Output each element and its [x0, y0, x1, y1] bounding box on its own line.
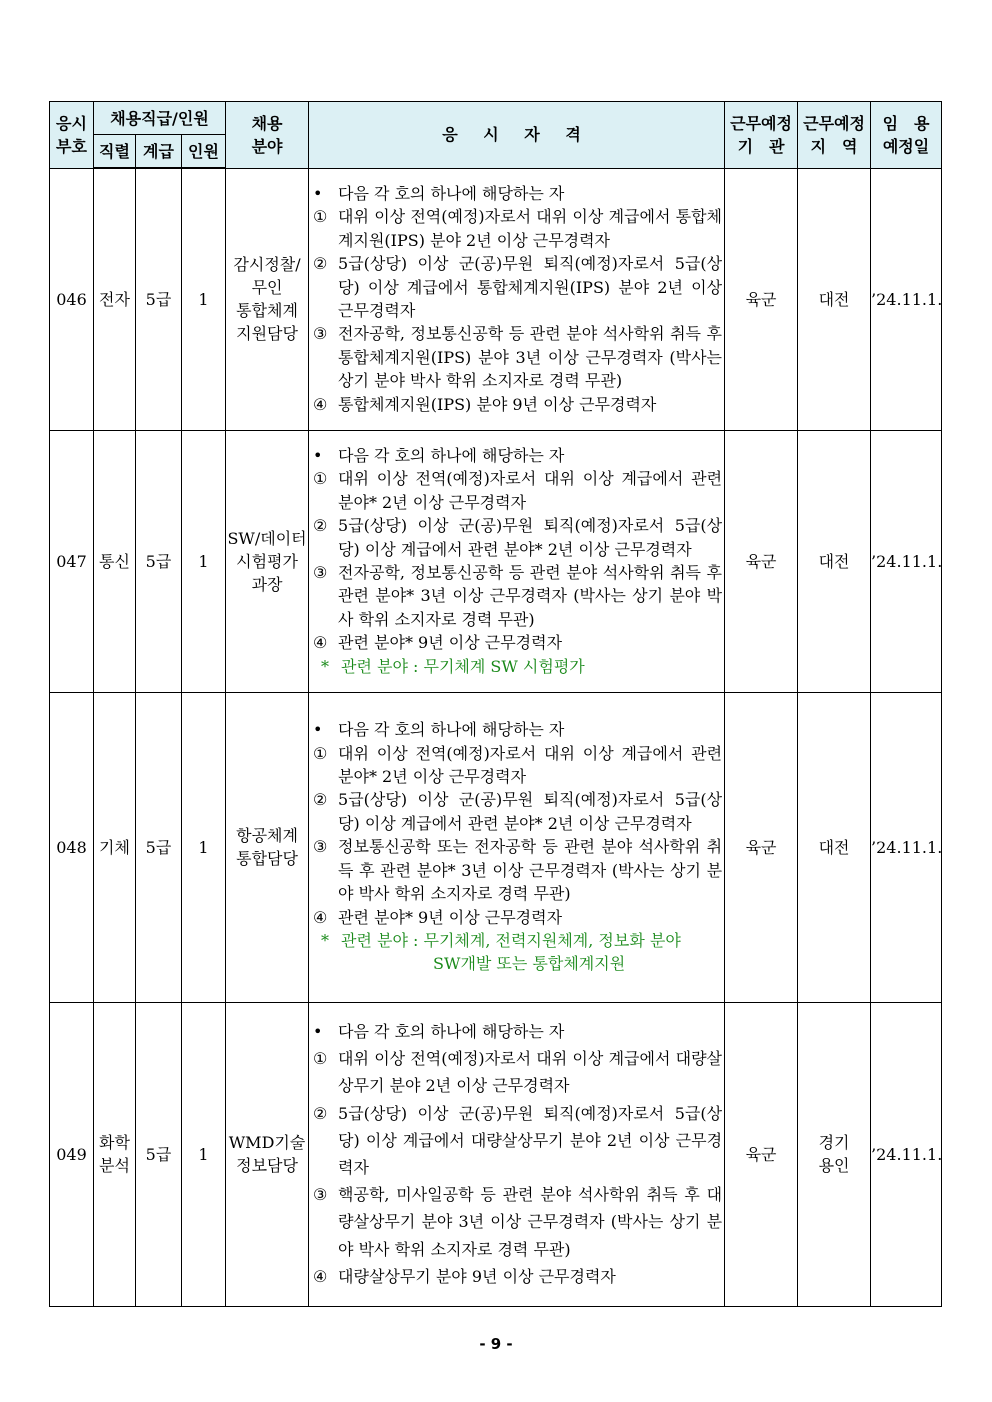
header-qualification: 응 시 자 격: [309, 102, 725, 169]
header-date: 임 용 예정일: [871, 102, 942, 169]
date: ’24.11.1.: [871, 1002, 942, 1306]
header-region: 근무예정 지 역: [798, 102, 871, 169]
qual-item: ① 대위 이상 전역(예정)자로서 대위 이상 계급에서 대량살상무기 분야 2년 이상 근무경력자: [313, 1049, 723, 1096]
qual-item: ④ 대량살상무기 분야 9년 이상 근무경력자: [313, 1266, 616, 1286]
exam-no: 046: [50, 168, 94, 430]
table-row: [50, 692, 942, 1002]
table-row: [50, 430, 942, 692]
qual-item: ③ 정보통신공학 또는 전자공학 등 관련 분야 석사학위 취득 후 관련 분야* 3년 이상 근무경력자 (박사는 상기 분야 박사 학위 소지자로 경력 무관): [313, 837, 723, 904]
qual-item: • 다음 각 호의 하나에 해당하는 자: [313, 1021, 565, 1041]
grade: 5급: [136, 168, 182, 430]
qual-item: ④ 통합체계지원(IPS) 분야 9년 이상 근무경력자: [313, 394, 657, 414]
header-field: 채용 분야: [226, 102, 309, 169]
field: 항공체계 통합담당: [226, 692, 309, 1002]
qual-item: • 다음 각 호의 하나에 해당하는 자: [313, 445, 565, 465]
qual-note-continued: SW개발 또는 통합체계지원: [433, 954, 626, 974]
region: 대전: [798, 430, 871, 692]
qualification: [309, 1002, 725, 1306]
exam-no: 049: [50, 1002, 94, 1306]
qual-item: ④ 관련 분야* 9년 이상 근무경력자: [313, 907, 563, 927]
header-job: 직렬: [94, 135, 136, 169]
table-row: [50, 1002, 942, 1306]
job: 전자: [94, 168, 136, 430]
header-rank-group: 채용직급/인원: [94, 102, 226, 135]
header-grade: 계급: [136, 135, 182, 169]
exam-no: 047: [50, 430, 94, 692]
qual-item: ③ 전자공학, 정보통신공학 등 관련 분야 석사학위 취득 후 통합체계지원(IPS) 분야 3년 이상 근무경력자 (박사는 상기 분야 박사 학위 소지자로 경력 무관): [313, 324, 723, 391]
date: ’24.11.1.: [871, 430, 942, 692]
qual-item: ① 대위 이상 전역(예정)자로서 대위 이상 계급에서 통합체계지원(IPS) 분야 2년 이상 근무경력자: [313, 207, 723, 250]
org: 육군: [725, 168, 798, 430]
qual-note: * 관련 분야 : 무기체계, 전력지원체계, 정보화 분야: [321, 930, 681, 950]
qual-item: ② 5급(상당) 이상 군(공)무원 퇴직(예정)자로서 5급(상당) 이상 계급에서 통합체계지원(IPS) 분야 2년 이상 근무경력자: [313, 254, 723, 320]
region: 대전: [798, 692, 871, 1002]
region: 경기 용인: [798, 1002, 871, 1306]
header-exam-no: 응시 부호: [50, 102, 94, 169]
recruitment-table: [49, 101, 942, 1307]
table-row: [50, 168, 942, 430]
qual-item: • 다음 각 호의 하나에 해당하는 자: [313, 183, 565, 203]
org: 육군: [725, 692, 798, 1002]
exam-no: 048: [50, 692, 94, 1002]
header-org: 근무예정 기 관: [725, 102, 798, 169]
qualification: [309, 692, 725, 1002]
count: 1: [182, 430, 226, 692]
job: 기체: [94, 692, 136, 1002]
grade: 5급: [136, 692, 182, 1002]
count: 1: [182, 1002, 226, 1306]
qual-item: ① 대위 이상 전역(예정)자로서 대위 이상 계급에서 관련 분야* 2년 이상 근무경력자: [313, 743, 723, 787]
job: 화학 분석: [94, 1002, 136, 1306]
qualification: [309, 168, 725, 430]
page-number: - 9 -: [479, 1335, 513, 1353]
count: 1: [182, 168, 226, 430]
grade: 5급: [136, 430, 182, 692]
count: 1: [182, 692, 226, 1002]
org: 육군: [725, 1002, 798, 1306]
qual-item: ② 5급(상당) 이상 군(공)무원 퇴직(예정)자로서 5급(상당) 이상 계급에서 관련 분야* 2년 이상 근무경력자: [313, 790, 723, 833]
qual-note: * 관련 분야 : 무기체계 SW 시험평가: [321, 656, 585, 676]
field: 감시정찰/ 무인 통합체계 지원담당: [226, 168, 309, 430]
date: ’24.11.1.: [871, 692, 942, 1002]
job: 통신: [94, 430, 136, 692]
qual-item: ② 5급(상당) 이상 군(공)무원 퇴직(예정)자로서 5급(상당) 이상 계급에서 대량살상무기 분야 2년 이상 근무경력자: [313, 1103, 723, 1177]
org: 육군: [725, 430, 798, 692]
qual-item: ② 5급(상당) 이상 군(공)무원 퇴직(예정)자로서 5급(상당) 이상 계급에서 관련 분야* 2년 이상 근무경력자: [313, 516, 723, 559]
date: ’24.11.1.: [871, 168, 942, 430]
header-count: 인원: [182, 135, 226, 169]
grade: 5급: [136, 1002, 182, 1306]
field: SW/데이터 시험평가 과장: [226, 430, 309, 692]
qual-item: ① 대위 이상 전역(예정)자로서 대위 이상 계급에서 관련 분야* 2년 이상 근무경력자: [313, 469, 723, 512]
qual-item: • 다음 각 호의 하나에 해당하는 자: [313, 720, 565, 740]
region: 대전: [798, 168, 871, 430]
qual-item: ④ 관련 분야* 9년 이상 근무경력자: [313, 633, 563, 653]
qualification: [309, 430, 725, 692]
qual-item: ③ 전자공학, 정보통신공학 등 관련 분야 석사학위 취득 후 관련 분야* 3년 이상 근무경력자 (박사는 상기 분야 박사 학위 소지자로 경력 무관): [313, 563, 723, 629]
qual-item: ③ 핵공학, 미사일공학 등 관련 분야 석사학위 취득 후 대량살상무기 분야 3년 이상 근무경력자 (박사는 상기 분야 박사 학위 소지자로 경력 무관): [313, 1185, 723, 1259]
field: WMD기술 정보담당: [226, 1002, 309, 1306]
